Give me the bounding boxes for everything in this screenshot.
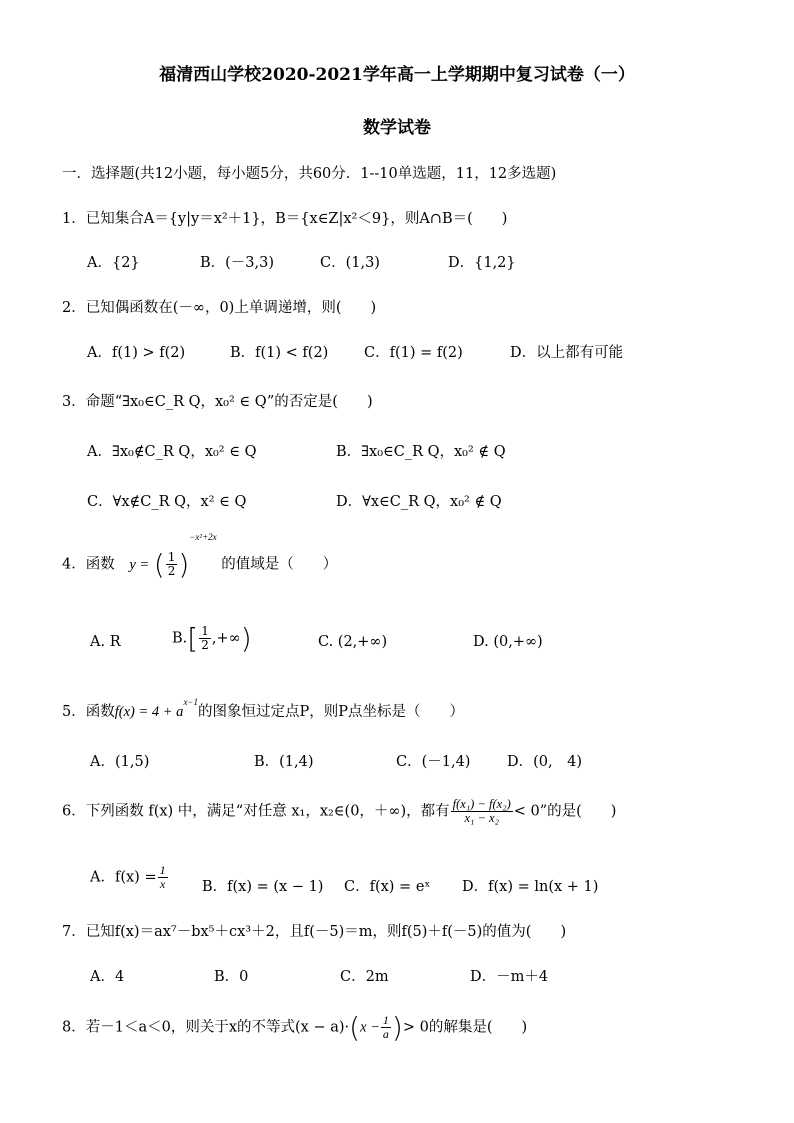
question-1-option-d: D．{1,2} [448,255,516,271]
question-1-option-b: B．(－3,3) [200,255,275,271]
question-5-stem [62,697,465,721]
question-4-option-d: D. (0,+∞) [473,634,543,650]
fraction-numerator: 1 [201,624,209,638]
question-7-stem: 7．已知f(x)＝ax⁷－bx⁵＋cx³＋2，且f(－5)＝m，则f(5)＋f(－5)的值为( ) [62,924,567,940]
question-4-exponent: −x²+2x [189,532,217,542]
question-8-paren-expr: x − [360,1019,380,1036]
question-4-fraction [166,551,178,578]
question-2-option-d: D．以上都有可能 [510,345,624,361]
close-paren: ) [391,1011,403,1044]
question-6-stem [62,798,616,825]
question-2-option-a: A．f(1) > f(2) [87,345,186,361]
question-8-suffix: > 0的解集是( ) [402,1019,528,1036]
question-5-option-d: D．(0, 4) [507,754,582,770]
fraction-numerator: f(x₁) − f(x₂) [452,797,511,811]
section-heading: 一．选择题(共12小题，每小题5分，共60分．1--10单选题，11，12多选题) [62,166,557,182]
question-7-option-b: B．0 [214,969,249,985]
fraction-numerator: 1 [159,863,166,877]
question-8-fraction [381,1014,391,1041]
close-paren: ) [240,622,252,655]
open-paren: ( [349,1011,361,1044]
question-3-option-d: D．∀x∈C_R Q，x₀² ∉ Q [336,494,502,510]
close-paren: ) [178,548,190,581]
question-1-option-a: A．{2} [87,255,140,271]
fraction-denominator: a [382,1027,389,1041]
question-6-option-d: D．f(x) = ln(x + 1) [462,879,599,895]
fraction-denominator: 2 [167,564,176,578]
question-5-prefix: 5．函数 [62,704,115,720]
question-4-suffix: 的值域是（ ） [221,556,338,573]
fraction-numerator: 1 [382,1013,389,1027]
option-a-fraction [158,864,168,891]
question-8-stem [62,1011,527,1044]
question-6-option-a [90,864,169,891]
question-2-option-c: C．f(1) = f(2) [364,345,463,361]
question-6-prefix: 6．下列函数 f(x) 中，满足“对任意 x₁，x₂∈(0，＋∞)，都有 [62,803,450,820]
question-6-option-b: B．f(x) = (x − 1) [202,879,324,895]
question-6-fraction [451,798,513,825]
question-5-option-c: C．(－1,4) [396,754,471,770]
question-5-option-b: B．(1,4) [254,754,314,770]
document-title: 福清西山学校2020-2021学年高一上学期期中复习试卷（一） [159,65,635,85]
question-4-option-c: C. (2,+∞) [318,634,388,650]
fraction-denominator: x [159,877,166,891]
question-3-option-c: C．∀x∉C_R Q，x² ∈ Q [87,494,247,510]
question-3-stem: 3．命题“∃x₀∈C_R Q，x₀² ∈ Q”的否定是( ) [62,394,373,410]
document-subtitle: 数学试卷 [363,118,431,138]
option-b-label: B. [172,630,188,647]
question-6-option-c: C．f(x) = eˣ [344,879,431,895]
question-8-prefix: 8．若－1＜a＜0，则关于x的不等式(x − a)· [62,1019,350,1036]
question-5-exponent: x−1 [183,697,199,707]
question-5-option-a: A．(1,5) [90,754,150,770]
question-2-option-b: B．f(1) < f(2) [230,345,329,361]
question-5-function: f(x) = 4 + a [114,704,184,720]
question-7-option-a: A．4 [90,969,125,985]
question-7-option-d: D．－m＋4 [470,969,549,985]
question-6-suffix: < 0”的是( ) [513,803,617,820]
option-b-fraction [199,625,211,652]
question-1-option-c: C．(1,3) [320,255,380,271]
question-4-lhs: y = [129,556,150,573]
fraction-denominator: x₁ − x₂ [464,811,499,825]
open-paren: ( [153,548,165,581]
question-2-stem: 2．已知偶函数在(－∞，0)上单调递增，则( ) [62,300,377,316]
fraction-denominator: 2 [201,638,209,652]
question-4-prefix: 4．函数 [62,556,115,573]
question-4-option-a: A. R [90,634,121,650]
option-b-rest: ,+∞ [211,630,241,647]
open-bracket: [ [187,622,199,655]
question-1-stem: 1．已知集合A＝{y|y＝x²＋1}，B＝{x∈Z|x²＜9}，则A∩B＝( ) [62,211,508,227]
fraction-numerator: 1 [167,550,176,564]
question-5-suffix: 的图象恒过定点P，则P点坐标是（ ） [198,704,465,720]
question-4-stem [62,532,338,581]
question-3-option-a: A．∃x₀∉C_R Q，x₀² ∈ Q [87,444,257,460]
question-4-option-b [172,622,252,655]
option-a-label: A．f(x) = [90,869,157,886]
question-3-option-b: B．∃x₀∈C_R Q，x₀² ∉ Q [336,444,506,460]
question-7-option-c: C．2m [340,969,389,985]
